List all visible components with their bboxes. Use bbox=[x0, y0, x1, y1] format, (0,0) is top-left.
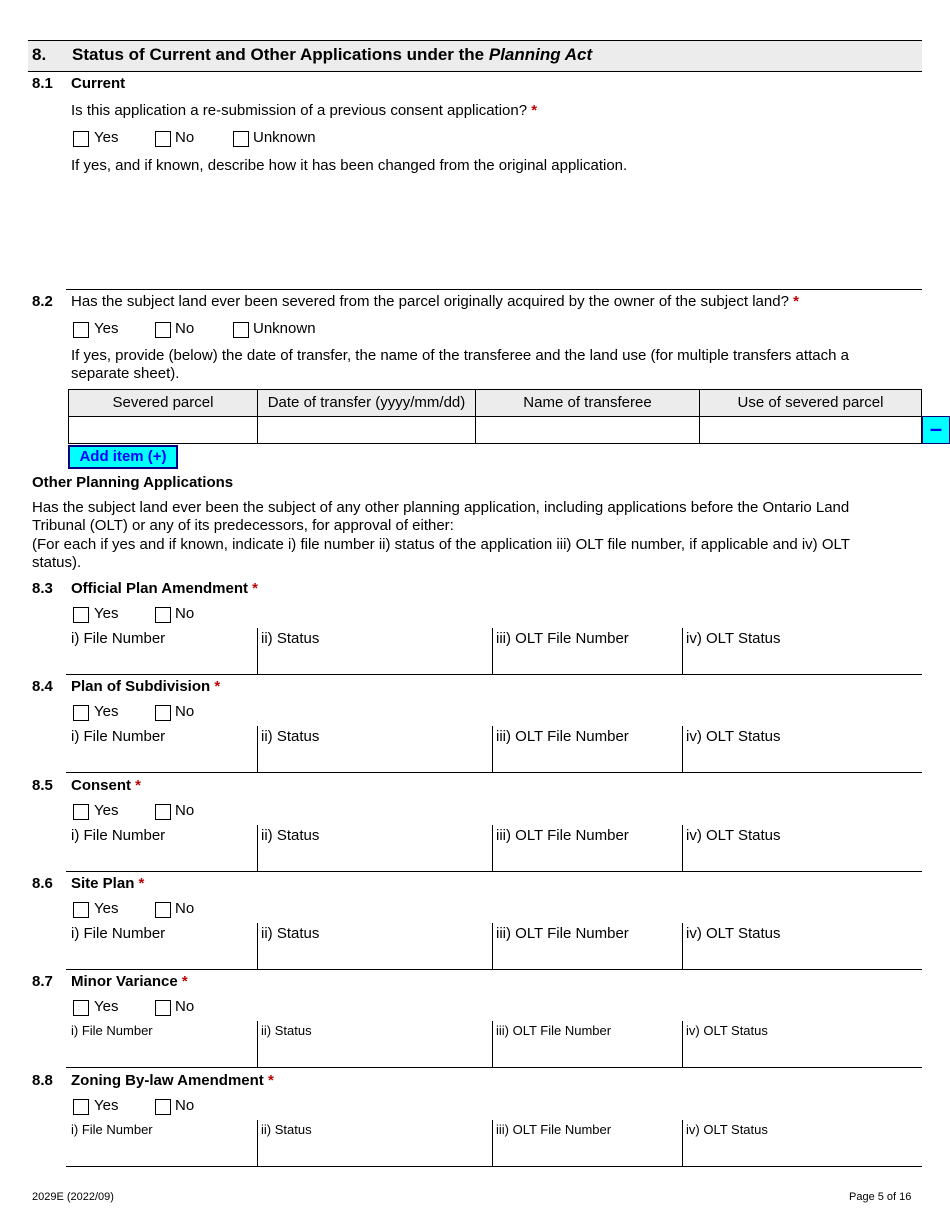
required-marker: * bbox=[135, 777, 142, 794]
status-field[interactable] bbox=[257, 628, 492, 674]
file-number-field[interactable] bbox=[66, 825, 257, 871]
olt-status-field[interactable] bbox=[682, 825, 922, 871]
q82-unknown-label: Unknown bbox=[253, 320, 316, 337]
olt-status-label: iv) OLT Status bbox=[686, 728, 781, 745]
olt-status-field[interactable] bbox=[682, 628, 922, 674]
olt-file-number-field[interactable] bbox=[492, 1120, 682, 1166]
file-number-label: i) File Number bbox=[71, 1122, 153, 1137]
olt-status-field[interactable] bbox=[682, 1120, 922, 1166]
olt-status-label: iv) OLT Status bbox=[686, 827, 781, 844]
column-divider bbox=[492, 923, 493, 969]
file-number-label: i) File Number bbox=[71, 925, 166, 942]
yes-label: Yes bbox=[94, 802, 119, 819]
other-para-1: Has the subject land ever been the subject of any other planning application, including applications before the Ontario Land bbox=[32, 499, 850, 516]
column-divider bbox=[257, 923, 258, 969]
section-title-main: Status of Current and Other Applications under the bbox=[72, 45, 485, 64]
olt-file-number-field[interactable] bbox=[492, 923, 682, 969]
yes-label: Yes bbox=[94, 900, 119, 917]
required-marker: * bbox=[181, 973, 188, 990]
yes-label: Yes bbox=[94, 605, 119, 622]
application-number: 8.3 bbox=[32, 580, 53, 597]
olt-file-number-label: iii) OLT File Number bbox=[496, 827, 629, 844]
application-number: 8.7 bbox=[32, 973, 53, 990]
q81-heading: Current bbox=[71, 75, 126, 92]
table-header-name-of-transferee: Name of transferee bbox=[475, 389, 700, 417]
q82-question-text: Has the subject land ever been severed from the parcel originally acquired by the owner of the subject land? bbox=[71, 293, 789, 310]
status-label: ii) Status bbox=[261, 1122, 312, 1137]
olt-file-number-label: iii) OLT File Number bbox=[496, 630, 629, 647]
q81-description-field[interactable] bbox=[66, 180, 922, 288]
application-title: Site Plan bbox=[71, 875, 135, 892]
page-number: Page 5 of 16 bbox=[849, 1191, 912, 1203]
other-para-2: Tribunal (OLT) or any of its predecessors, for approval of either: bbox=[32, 517, 454, 534]
section-title-italic: Planning Act bbox=[488, 45, 593, 64]
olt-file-number-label: iii) OLT File Number bbox=[496, 925, 629, 942]
required-marker: * bbox=[138, 875, 145, 892]
status-field[interactable] bbox=[257, 825, 492, 871]
olt-status-field[interactable] bbox=[682, 726, 922, 772]
no-checkbox[interactable] bbox=[155, 902, 171, 918]
row-underline bbox=[66, 1067, 922, 1068]
column-divider bbox=[492, 825, 493, 871]
yes-checkbox[interactable] bbox=[73, 804, 89, 820]
status-label: ii) Status bbox=[261, 728, 320, 745]
application-heading bbox=[71, 777, 141, 794]
section-number: 8. bbox=[32, 45, 47, 64]
file-number-field[interactable] bbox=[66, 923, 257, 969]
other-para-4: status). bbox=[32, 554, 82, 571]
status-field[interactable] bbox=[257, 1120, 492, 1166]
application-number: 8.6 bbox=[32, 875, 53, 892]
yes-checkbox[interactable] bbox=[73, 1099, 89, 1115]
q81-no-label: No bbox=[175, 129, 195, 146]
table-header-date-of-transfer: Date of transfer (yyyy/mm/dd) bbox=[257, 389, 476, 417]
q81-yes-checkbox[interactable] bbox=[73, 131, 89, 147]
no-label: No bbox=[175, 703, 195, 720]
no-checkbox[interactable] bbox=[155, 804, 171, 820]
q82-question bbox=[71, 293, 799, 310]
application-title: Official Plan Amendment bbox=[71, 580, 248, 597]
table-cell-severed-parcel[interactable] bbox=[68, 416, 258, 444]
application-heading bbox=[71, 973, 188, 990]
row-underline bbox=[66, 772, 922, 773]
application-title: Minor Variance bbox=[71, 973, 178, 990]
required-marker: * bbox=[267, 1072, 274, 1089]
no-checkbox[interactable] bbox=[155, 1099, 171, 1115]
row-underline bbox=[66, 674, 922, 675]
olt-status-field[interactable] bbox=[682, 923, 922, 969]
q81-field-underline bbox=[66, 289, 922, 290]
q81-number: 8.1 bbox=[32, 75, 53, 92]
status-field[interactable] bbox=[257, 726, 492, 772]
yes-checkbox[interactable] bbox=[73, 705, 89, 721]
q82-follow-up-2: separate sheet). bbox=[71, 365, 180, 382]
column-divider bbox=[492, 1021, 493, 1067]
olt-status-label: iv) OLT Status bbox=[686, 1023, 768, 1038]
olt-status-field[interactable] bbox=[682, 1021, 922, 1067]
column-divider bbox=[257, 726, 258, 772]
application-title: Consent bbox=[71, 777, 131, 794]
application-number: 8.5 bbox=[32, 777, 53, 794]
required-marker: * bbox=[252, 580, 258, 597]
table-header-severed-parcel: Severed parcel bbox=[68, 389, 258, 417]
row-underline bbox=[66, 871, 922, 872]
q81-no-checkbox[interactable] bbox=[155, 131, 171, 147]
file-number-field[interactable] bbox=[66, 628, 257, 674]
yes-label: Yes bbox=[94, 703, 119, 720]
application-heading bbox=[71, 678, 220, 695]
no-checkbox[interactable] bbox=[155, 705, 171, 721]
application-heading bbox=[71, 875, 144, 892]
olt-status-label: iv) OLT Status bbox=[686, 925, 781, 942]
q82-number: 8.2 bbox=[32, 293, 53, 310]
column-divider bbox=[492, 1120, 493, 1166]
olt-file-number-field[interactable] bbox=[492, 726, 682, 772]
other-para-3: (For each if yes and if known, indicate i) file number ii) status of the application iii) OLT file number, if applicable and iv) OLT bbox=[32, 536, 850, 553]
no-label: No bbox=[175, 605, 195, 622]
other-heading: Other Planning Applications bbox=[32, 474, 234, 491]
column-divider bbox=[682, 1021, 683, 1067]
yes-checkbox[interactable] bbox=[73, 902, 89, 918]
application-number: 8.4 bbox=[32, 678, 53, 695]
file-number-field[interactable] bbox=[66, 1120, 257, 1166]
q81-unknown-checkbox[interactable] bbox=[233, 131, 249, 147]
add-item-button[interactable]: Add item (+) bbox=[68, 445, 178, 469]
q82-yes-checkbox[interactable] bbox=[73, 322, 89, 338]
no-label: No bbox=[175, 900, 195, 917]
file-number-label: i) File Number bbox=[71, 728, 166, 745]
file-number-label: i) File Number bbox=[71, 1023, 153, 1038]
q82-no-label: No bbox=[175, 320, 195, 337]
file-number-label: i) File Number bbox=[71, 827, 166, 844]
file-number-label: i) File Number bbox=[71, 630, 166, 647]
column-divider bbox=[257, 628, 258, 674]
no-checkbox[interactable] bbox=[155, 1000, 171, 1016]
column-divider bbox=[682, 1120, 683, 1166]
column-divider bbox=[492, 726, 493, 772]
table-cell-date-of-transfer[interactable] bbox=[257, 416, 476, 444]
olt-file-number-label: iii) OLT File Number bbox=[496, 1122, 612, 1137]
no-checkbox[interactable] bbox=[155, 607, 171, 623]
file-number-field[interactable] bbox=[66, 1021, 257, 1067]
q81-follow-up: If yes, and if known, describe how it has been changed from the original application. bbox=[71, 157, 628, 174]
table-cell-use-of-severed-parcel[interactable] bbox=[699, 416, 922, 444]
olt-file-number-label: iii) OLT File Number bbox=[496, 728, 629, 745]
q81-unknown-label: Unknown bbox=[253, 129, 316, 146]
q82-unknown-checkbox[interactable] bbox=[233, 322, 249, 338]
required-marker: * bbox=[793, 293, 799, 310]
q81-question bbox=[71, 102, 537, 119]
column-divider bbox=[257, 1021, 258, 1067]
table-cell-name-of-transferee[interactable] bbox=[475, 416, 700, 444]
application-title: Plan of Subdivision bbox=[71, 678, 211, 695]
olt-file-number-field[interactable] bbox=[492, 825, 682, 871]
column-divider bbox=[682, 726, 683, 772]
column-divider bbox=[682, 923, 683, 969]
no-label: No bbox=[175, 1097, 195, 1114]
status-field[interactable] bbox=[257, 923, 492, 969]
required-marker: * bbox=[214, 678, 221, 695]
row-underline bbox=[66, 969, 922, 970]
no-label: No bbox=[175, 998, 195, 1015]
q82-no-checkbox[interactable] bbox=[155, 322, 171, 338]
column-divider bbox=[257, 825, 258, 871]
status-label: ii) Status bbox=[261, 1023, 312, 1038]
status-label: ii) Status bbox=[261, 925, 320, 942]
olt-file-number-field[interactable] bbox=[492, 1021, 682, 1067]
olt-status-label: iv) OLT Status bbox=[686, 1122, 768, 1137]
form-id: 2029E (2022/09) bbox=[32, 1191, 114, 1203]
application-number: 8.8 bbox=[32, 1072, 53, 1089]
remove-item-button[interactable]: – bbox=[922, 416, 950, 444]
column-divider bbox=[682, 825, 683, 871]
yes-label: Yes bbox=[94, 1097, 119, 1114]
application-heading bbox=[71, 1072, 274, 1089]
yes-checkbox[interactable] bbox=[73, 607, 89, 623]
application-heading bbox=[71, 580, 258, 597]
application-title: Zoning By-law Amendment bbox=[71, 1072, 264, 1089]
olt-status-label: iv) OLT Status bbox=[686, 630, 781, 647]
column-divider bbox=[682, 628, 683, 674]
column-divider bbox=[492, 628, 493, 674]
required-marker: * bbox=[531, 102, 538, 119]
yes-checkbox[interactable] bbox=[73, 1000, 89, 1016]
table-header-use-of-severed-parcel: Use of severed parcel bbox=[699, 389, 922, 417]
status-label: ii) Status bbox=[261, 827, 320, 844]
q81-question-text: Is this application a re-submission of a previous consent application? bbox=[71, 102, 528, 119]
q81-yes-label: Yes bbox=[94, 129, 119, 146]
yes-label: Yes bbox=[94, 998, 119, 1015]
q82-follow-up-1: If yes, provide (below) the date of transfer, the name of the transferee and the land use (for multiple transfers attach a bbox=[71, 347, 849, 364]
column-divider bbox=[257, 1120, 258, 1166]
section-title bbox=[72, 45, 592, 65]
q82-yes-label: Yes bbox=[94, 320, 119, 337]
row-underline bbox=[66, 1166, 922, 1167]
olt-file-number-field[interactable] bbox=[492, 628, 682, 674]
no-label: No bbox=[175, 802, 195, 819]
status-field[interactable] bbox=[257, 1021, 492, 1067]
status-label: ii) Status bbox=[261, 630, 320, 647]
file-number-field[interactable] bbox=[66, 726, 257, 772]
olt-file-number-label: iii) OLT File Number bbox=[496, 1023, 612, 1038]
